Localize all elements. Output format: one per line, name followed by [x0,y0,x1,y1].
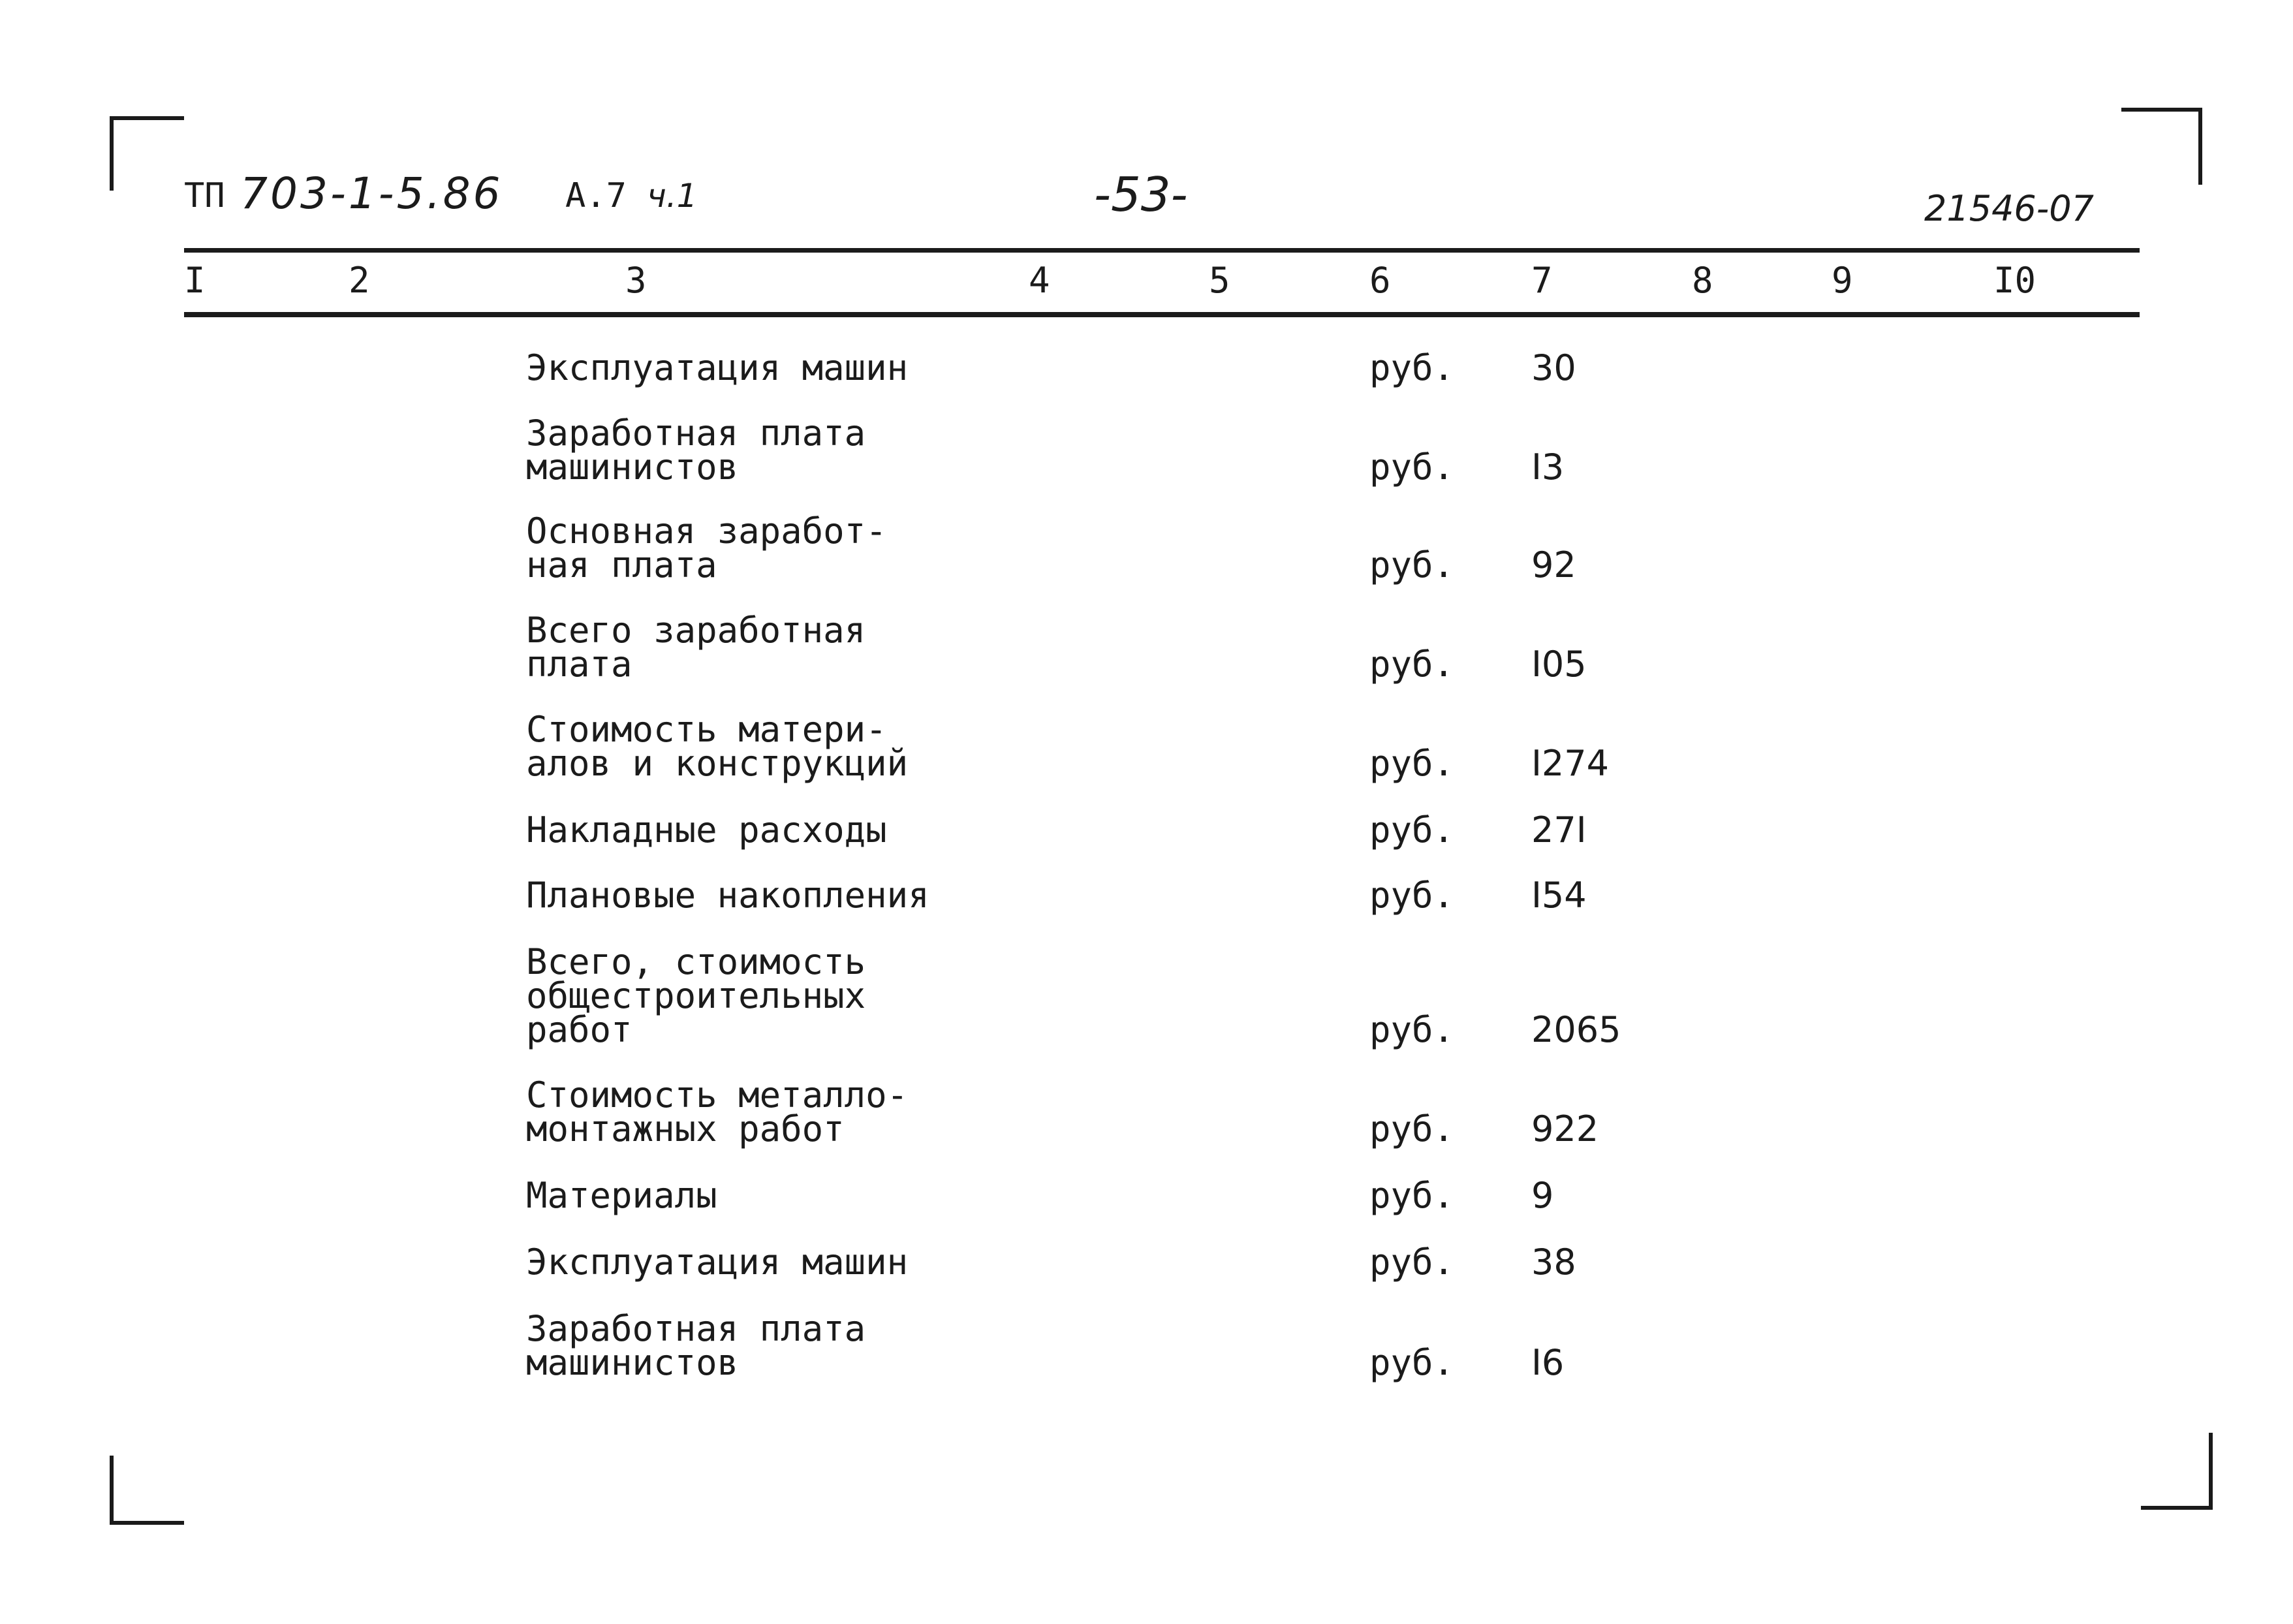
column-number-3: 3 [625,260,647,301]
row-name: Эксплуатация машин [526,347,909,388]
table-row [0,510,2293,586]
row-name: Основная заработ- ная плата [526,510,887,586]
column-number-6: 6 [1369,260,1391,301]
corner-mark-top-right [2121,108,2202,185]
series-label: ТП [184,176,225,215]
table-row [0,941,2293,1050]
table-row [0,1241,2293,1283]
row-quantity: I3 [1531,446,1565,488]
row-quantity: I54 [1531,875,1587,916]
album-part: ч.1 [647,177,698,215]
table-row [0,610,2293,685]
row-unit: руб. [1369,743,1455,784]
column-number-1: I [184,260,206,301]
row-quantity: 922 [1531,1108,1599,1149]
column-number-4: 4 [1029,260,1050,301]
table-row [0,1074,2293,1149]
row-unit: руб. [1369,544,1455,586]
row-name: Накладные расходы [526,809,887,851]
table-top-rule [184,248,2140,253]
row-name: Материалы [526,1175,717,1216]
row-quantity: I05 [1531,644,1587,685]
document-number: 21546-07 [1924,188,2094,229]
row-unit: руб. [1369,809,1455,851]
table-row [0,413,2293,488]
table-row [0,875,2293,916]
row-name: Плановые накопления [526,875,929,916]
row-unit: руб. [1369,1108,1455,1149]
table-header-rule [184,312,2140,317]
corner-mark-top-left [110,116,184,191]
album-label [565,176,697,215]
row-unit: руб. [1369,1175,1455,1216]
column-number-5: 5 [1209,260,1230,301]
table-row [0,1175,2293,1216]
table-row [0,1308,2293,1383]
row-name: Стоимость металло- монтажных работ [526,1074,909,1149]
row-unit: руб. [1369,1241,1455,1283]
column-number-7: 7 [1531,260,1553,301]
corner-mark-bottom-left [110,1456,184,1525]
table-row [0,709,2293,784]
row-quantity: I6 [1531,1342,1565,1383]
row-quantity: 9 [1531,1175,1554,1216]
row-name: Всего, стоимость общестроительных работ [526,941,866,1050]
row-unit: руб. [1369,1342,1455,1383]
row-name: Эксплуатация машин [526,1241,909,1283]
table-row [0,347,2293,388]
row-quantity: 92 [1531,544,1576,586]
album-number: А.7 [565,176,627,215]
row-unit: руб. [1369,644,1455,685]
row-quantity: 2065 [1531,1009,1621,1050]
column-number-8: 8 [1692,260,1713,301]
corner-mark-bottom-right [2141,1433,2213,1510]
row-unit: руб. [1369,347,1455,388]
row-unit: руб. [1369,1009,1455,1050]
column-number-2: 2 [349,260,370,301]
column-number-10: I0 [1993,260,2036,301]
row-unit: руб. [1369,875,1455,916]
row-quantity: 38 [1531,1241,1576,1283]
project-code: 703-1-5.86 [240,168,503,219]
row-unit: руб. [1369,446,1455,488]
row-quantity: 27I [1531,809,1587,851]
row-name: Стоимость матери- алов и конструкций [526,709,909,784]
row-quantity: I274 [1531,743,1609,784]
row-name: Заработная плата машинистов [526,413,866,488]
table-row [0,809,2293,851]
row-name: Всего заработная плата [526,610,866,685]
column-number-9: 9 [1832,260,1853,301]
page-number: -53- [1094,167,1188,222]
row-quantity: 30 [1531,347,1576,388]
row-name: Заработная плата машинистов [526,1308,866,1383]
